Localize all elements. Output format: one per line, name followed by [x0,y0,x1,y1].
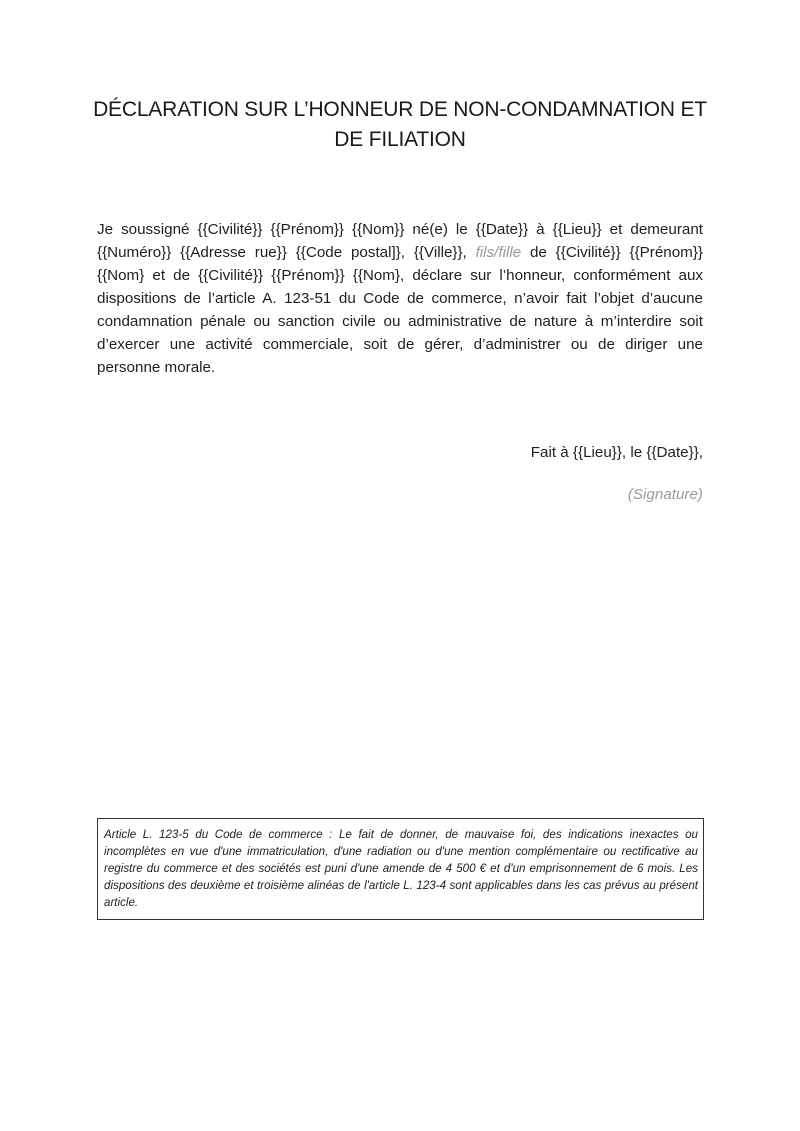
place-and-date: Fait à {{Lieu}}, le {{Date}}, [530,444,703,461]
declaration-text-part-2: de {{Civilité}} {{Prénom}} {{Nom} et de {{Civilité}} {{Prénom}} {{Nom}, déclare sur l’honneur, conformément aux dispositions de l’article A. 123-51 du Code de commerce, n’avoir fait l’objet d’aucune condamnation pénale ou sanction civile ou administrative de nature à m’interdire soit d’exercer une activité commerciale, soit de gérer, d’administrer ou de diriger une personne morale. [97,244,703,376]
document-title: DÉCLARATION SUR L’HONNEUR DE NON-CONDAMNATION ET DE FILIATION [93,98,707,151]
declaration-paragraph [97,218,703,379]
filiation-placeholder: fils/fille [475,244,522,261]
signature-placeholder: (Signature) [627,486,703,503]
legal-notice-box: Article L. 123-5 du Code de commerce : Le fait de donner, de mauvaise foi, des indications inexactes ou incomplètes en vue d'une immatriculation, d'une radiation ou d'une mention complémentaire ou rectificative au registre du commerce et des sociétés est puni d'une amende de 4 500 € et d'un emprisonnement de 6 mois. Les dispositions des deuxième et troisième alinéas de l'article L. 123-4 sont applicables dans les cas prévus au présent article. [97,818,704,920]
declaration-text-part-1: Je soussigné {{Civilité}} {{Prénom}} {{Nom}} né(e) le {{Date}} à {{Lieu}} et demeurant {{Numéro}} {{Adresse rue}} {{Code postal]}, {{Ville}}, [97,221,703,261]
